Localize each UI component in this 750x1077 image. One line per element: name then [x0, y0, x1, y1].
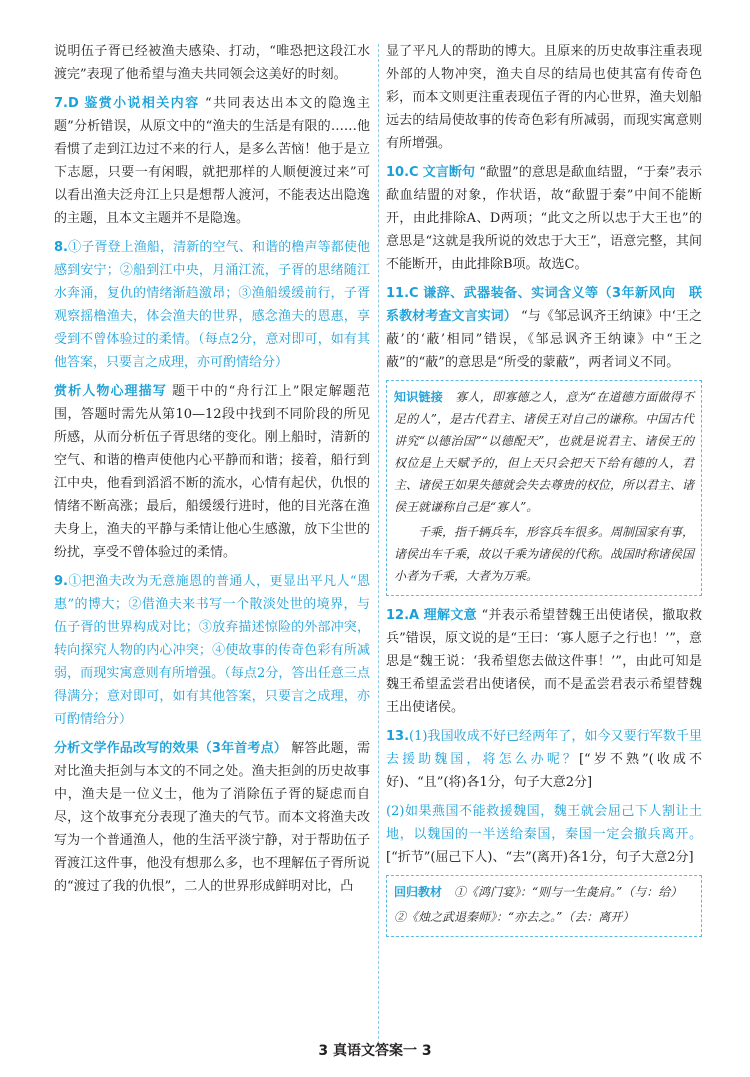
- knowledge-link-p2: 千乘，指千辆兵车，形容兵车很多。周制国家有事，诸侯出车千乘，故以千乘为诸侯的代称。战国时称诸侯国小者为千乘，大者为万乘。: [394, 525, 695, 583]
- answer-9: 9.①把渔夫改为无意施恩的普通人，更显出平凡人“恩惠”的博大；②借渔夫来书写一个散淡处世的境界，与伍子胥的世界构成对比；③放弃描述惊险的外部冲突，转向探究人物的内心冲突；④使故事的传奇色彩有所减弱，而现实寓意则有所增强。（每点2分，答出任意三点得满分；意对即可，如有其他答案，只要言之成理，亦可酌情给分）: [54, 574, 370, 727]
- page-footer: 3 真语文答案一 3: [318, 1043, 432, 1059]
- answer-8: 8.①子胥登上渔船，清新的空气、和谐的橹声等都使他感到安宁；②船到江中央，月涌江流，子胥的思绪随江水奔涌，复仇的情绪渐趋激昂；③渔船缓缓前行，子胥观察摇橹渔夫，体会渔夫的世界，感念渔夫的恩惠，享受到不曾体验过的柔情。（每点2分，意对即可，如有其他答案，只要言之成理，亦可酌情给分）: [54, 240, 370, 370]
- left-column: [54, 40, 370, 904]
- analysis-9: 分析文学作品改写的效果（3年首考点） 解答此题，需对比渔夫拒剑与本文的不同之处。渔夫拒剑的历史故事中，渔夫是一位义士，他为了消除伍子胥的疑虑而自尽，这个故事充分表现了渔夫的气节。而本文将渔夫改写为一个普通渔人，他的生活平淡宁静，对于帮助伍子胥渡江这件事，他没有想那么多，也不理解伍子胥所说的“渡过了我的仇恨”，二人的世界形成鲜明对比，凸: [54, 741, 370, 894]
- answer-continuation: 说明伍子胥已经被渔夫感染、打动，“唯恐把这段江水渡完”表现了他希望与渔夫共同领会这美好的时刻。: [54, 44, 370, 82]
- analysis-8: 赏析人物心理描写 题干中的“舟行江上”限定解题范围，答题时需先从第10—12段中找到不同阶段的所见所感，从而分析伍子胥思绪的变化。刚上船时，清新的空气、和谐的橹声使他内心平静而和谐；接着，船行到江中央，他看到滔滔不断的流水，心情有起伏，仇恨的情绪不断高涨；最后，船缓缓行进时，他的目光落在渔夫身上，渔夫的平静与柔情让他心生感激，放下尘世的纷扰，享受不曾体验过的柔情。: [54, 384, 370, 560]
- column-divider: [378, 44, 379, 1044]
- right-column: [386, 40, 702, 945]
- answer-10: 10.C 文言断句 “歃盟”的意思是歃血结盟，“于秦”表示歃血结盟的对象，作状语，故“歃盟于秦”中间不能断开，由此排除A、D两项；“此文之所以忠于大王也”的意思是“这就是我所说的效忠于大王”，语意完整，其间不能断开，由此排除B项。故选C。: [386, 165, 702, 272]
- knowledge-link-p1: 知识链接 寡人，即寡德之人，意为“在道德方面做得不足的人”，是古代君主、诸侯王对自己的谦称。中国古代讲究“以德治国”“以德配天”，也就是说君主、诸侯王的权位是上天赋予的，但上天只会把天下给有德的人，君主、诸侯王如果失德就会失去尊贵的权位，所以君主、诸侯王就谦称自己是“寡人”。: [394, 390, 695, 514]
- knowledge-link-box: [386, 380, 702, 596]
- textbook-review-box: [386, 875, 702, 937]
- textbook-review-p2: ②《烛之武退秦师》：“亦去之。”（去：离开）: [394, 910, 635, 924]
- answer-11: 11.C 谦辞、武器装备、实词含义等（3年新风向 联系教材考查文言实词） “与《邹忌讽齐王纳谏》中‘王之蔽’的‘蔽’相同”错误，《邹忌讽齐王纳谏》中“王之蔽”的“蔽”的意思是“所受的蒙蔽”，两者词义不同。: [386, 286, 702, 370]
- answer-13-1: 13.(1)我国收成不好已经两年了，如今又要行军数千里去援助魏国，将怎么办呢？[“岁不熟”(收成不好)、“且”(将)各1分，句子大意2分]: [386, 729, 702, 790]
- answer-7: 7.D 鉴赏小说相关内容 “共同表达出本文的隐逸主题”分析错误，从原文中的“渔夫的生活是有限的……他看惯了走到江边过不来的行人，是多么苦恼！他于是立下志愿，只要一有闲暇，就把那样的人顺便渡过来”可以看出渔夫泛舟江上只是想帮人渡河，不能表达出隐逸的主题，且本文主题并不是隐逸。: [54, 96, 370, 226]
- textbook-review-p1: 回归教材 ①《鸿门宴》：“则与一生彘肩。”（与：给）: [394, 885, 683, 899]
- answer-13-2: (2)如果燕国不能救援魏国，魏王就会屈己下人割让土地，以魏国的一半送给秦国，秦国一定会撤兵离开。[“折节”(屈己下人)、“去”(离开)各1分，句子大意2分]: [386, 804, 702, 865]
- analysis-9-continued: 显了平凡人的帮助的博大。且原来的历史故事注重表现外部的人物冲突，渔夫自尽的结局也使其富有传奇色彩，而本文则更注重表现伍子胥的内心世界，渔夫划船远去的结局使故事的传奇色彩有所减弱，而现实寓意则有所增强。: [386, 44, 702, 151]
- answer-12: 12.A 理解文意 “并表示希望替魏王出使诸侯，撤取救兵”错误，原文说的是“王曰：‘寡人愿子之行也！’”，意思是“魏王说：‘我希望您去做这件事！’”，由此可知是魏王希望孟尝君出使诸侯，而不是孟尝君表示希望替魏王出使诸侯。: [386, 608, 702, 715]
